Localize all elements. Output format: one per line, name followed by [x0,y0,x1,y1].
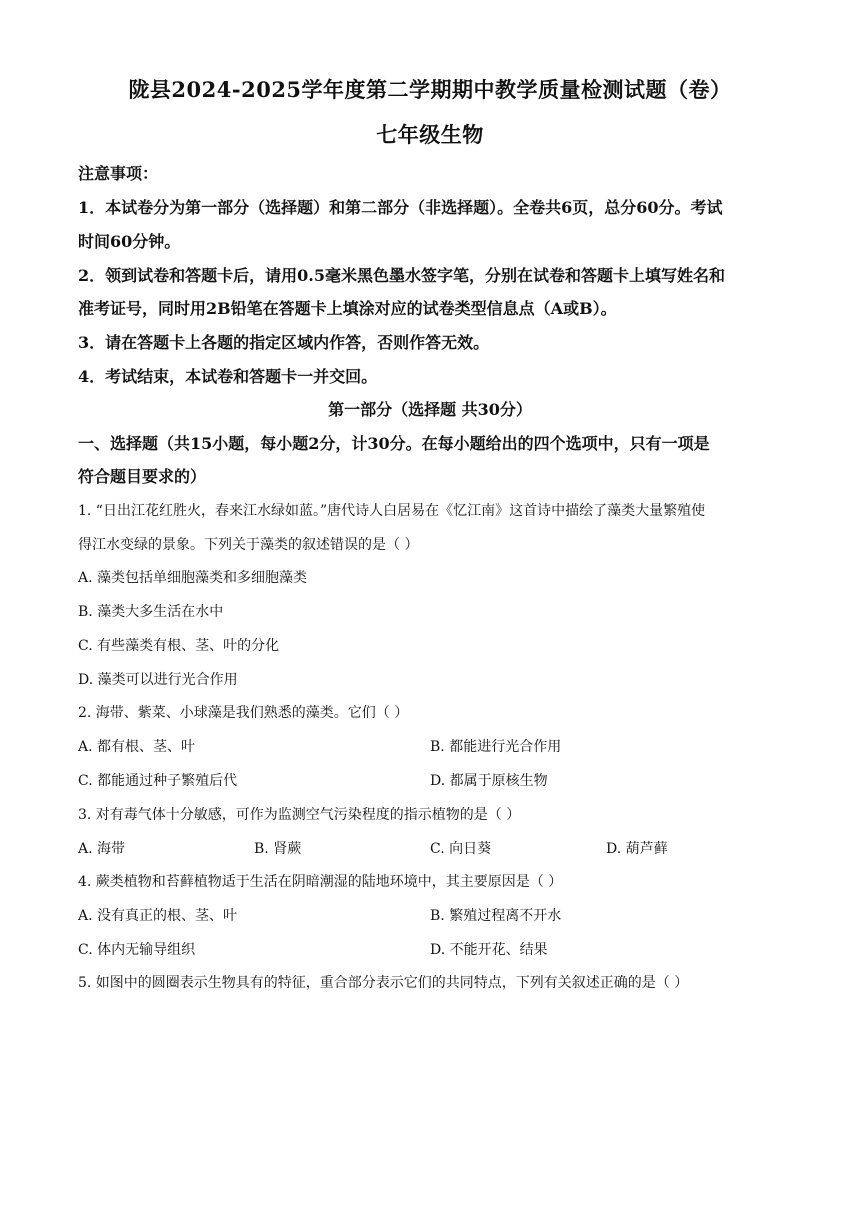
question-4-option-d: D. 不能开花、结果 [430,942,548,958]
note-line: 1．本试卷分为第一部分（选择题）和第二部分（非选择题）。全卷共6页，总分60分。考试 [78,198,723,217]
question-3-option-d: D. 葫芦藓 [606,841,668,857]
exam-subtitle: 七年级生物 [376,122,484,147]
section-heading-cont: 符合题目要求的） [78,467,207,486]
question-1-option-c: C. 有些藻类有根、茎、叶的分化 [78,638,280,654]
question-3-stem: 3. 对有毒气体十分敏感，可作为监测空气污染程度的指示植物的是（ ） [78,807,521,823]
question-3-option-b: B. 肾蕨 [254,841,302,857]
question-5-stem: 5. 如图中的圆圈表示生物具有的特征，重合部分表示它们的共同特点，下列有关叙述正确的是（ ） [78,975,689,991]
question-3-option-a: A. 海带 [78,841,126,857]
note-line: 4．考试结束，本试卷和答题卡一并交回。 [78,367,378,386]
question-1-stem: 1. “日出江花红胜火，春来江水绿如蓝。”唐代诗人白居易在《忆江南》这首诗中描绘了藻类大量繁殖使 [78,503,706,519]
question-2-option-d: D. 都属于原核生物 [430,773,548,789]
question-2-option-a: A. 都有根、茎、叶 [78,739,196,755]
note-line: 时间60分钟。 [78,232,181,251]
exam-title: 陇县2024-2025学年度第二学期期中教学质量检测试题（卷） [128,77,732,102]
question-1-option-b: B. 藻类大多生活在水中 [78,604,224,620]
question-2-option-b: B. 都能进行光合作用 [430,739,562,755]
question-4-stem: 4. 蕨类植物和苔藓植物适于生活在阴暗潮湿的陆地环境中，其主要原因是（ ） [78,874,563,890]
part1-heading: 第一部分（选择题 共30分） [328,400,532,419]
question-4-option-c: C. 体内无输导组织 [78,942,196,958]
question-1-option-d: D. 藻类可以进行光合作用 [78,672,238,688]
note-line: 2．领到试卷和答题卡后，请用0.5毫米黑色墨水签字笔，分别在试卷和答题卡上填写姓名和 [78,266,725,285]
section-heading: 一、选择题（共15小题，每小题2分，计30分。在每小题给出的四个选项中，只有一项是 [78,434,710,453]
question-3-option-c: C. 向日葵 [430,841,492,857]
notes-heading: 注意事项： [78,164,159,183]
note-line: 3．请在答题卡上各题的指定区域内作答，否则作答无效。 [78,333,490,352]
question-4-option-b: B. 繁殖过程离不开水 [430,908,562,924]
question-2-option-c: C. 都能通过种子繁殖后代 [78,773,238,789]
question-1-option-a: A. 藻类包括单细胞藻类和多细胞藻类 [78,570,308,586]
question-4-option-a: A. 没有真正的根、茎、叶 [78,908,238,924]
question-2-stem: 2. 海带、紫菜、小球藻是我们熟悉的藻类。它们（ ） [78,705,409,721]
question-1-stem-cont: 得江水变绿的景象。下列关于藻类的叙述错误的是（ ） [78,537,419,553]
note-line: 准考证号，同时用2B铅笔在答题卡上填涂对应的试卷类型信息点（A或B）。 [78,299,617,318]
